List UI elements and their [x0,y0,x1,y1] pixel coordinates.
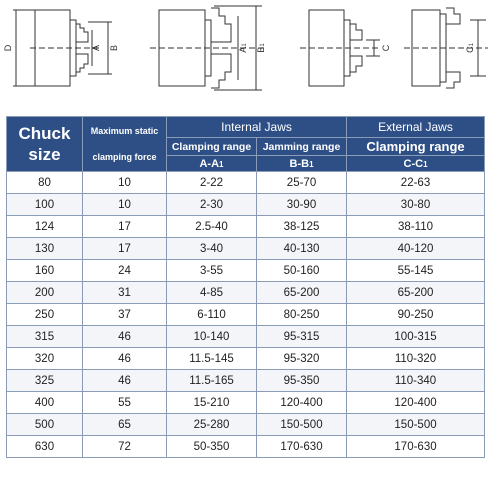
header-code-b: B-B1 [257,156,347,172]
cell-b: 120-400 [257,392,347,414]
chuck-spec-table [6,116,485,458]
cell-force: 10 [83,172,167,194]
table-row [7,282,485,304]
cell-b: 50-160 [257,260,347,282]
cell-size: 400 [7,392,83,414]
table-row [7,194,485,216]
cell-c: 38-110 [347,216,485,238]
table-row [7,216,485,238]
cell-b: 150-500 [257,414,347,436]
label-b: B [109,44,119,52]
table-row [7,348,485,370]
cell-c: 90-250 [347,304,485,326]
table-row [7,260,485,282]
cell-force: 65 [83,414,167,436]
cell-b: 30-90 [257,194,347,216]
table-row [7,326,485,348]
table-row [7,238,485,260]
cell-a: 11.5-145 [167,348,257,370]
chuck-diagrams [0,0,488,100]
cell-b: 40-130 [257,238,347,260]
label-c: C [381,44,391,52]
cell-size: 200 [7,282,83,304]
header-chuck-size: Chuck size [7,117,83,172]
table-row [7,370,485,392]
cell-a: 2.5-40 [167,216,257,238]
cell-a: 4-85 [167,282,257,304]
cell-c: 150-500 [347,414,485,436]
cell-c: 110-340 [347,370,485,392]
cell-force: 17 [83,238,167,260]
cell-a: 25-280 [167,414,257,436]
cell-a: 50-350 [167,436,257,458]
cell-force: 46 [83,326,167,348]
cell-size: 124 [7,216,83,238]
cell-size: 325 [7,370,83,392]
table-row [7,392,485,414]
cell-size: 500 [7,414,83,436]
table-body [7,172,485,458]
cell-force: 24 [83,260,167,282]
cell-a: 2-22 [167,172,257,194]
cell-force: 55 [83,392,167,414]
cell-c: 120-400 [347,392,485,414]
cell-size: 100 [7,194,83,216]
table-row [7,172,485,194]
cell-force: 46 [83,348,167,370]
cell-c: 22-63 [347,172,485,194]
cell-b: 95-315 [257,326,347,348]
header-jamming-range: Jamming range [257,138,347,156]
label-d: D [3,44,13,52]
cell-size: 315 [7,326,83,348]
cell-c: 110-320 [347,348,485,370]
cell-a: 2-30 [167,194,257,216]
cell-b: 38-125 [257,216,347,238]
label-a1: A1 [238,43,248,53]
cell-a: 10-140 [167,326,257,348]
cell-force: 17 [83,216,167,238]
cell-b: 65-200 [257,282,347,304]
cell-c: 170-630 [347,436,485,458]
cell-c: 30-80 [347,194,485,216]
cell-c: 100-315 [347,326,485,348]
cell-force: 31 [83,282,167,304]
cell-a: 11.5-165 [167,370,257,392]
label-c1: C1 [465,43,475,53]
header-internal-jaws: Internal Jaws [167,117,347,138]
cell-c: 55-145 [347,260,485,282]
cell-b: 95-350 [257,370,347,392]
table-row [7,436,485,458]
cell-b: 170-630 [257,436,347,458]
label-a: A [91,44,101,52]
cell-size: 630 [7,436,83,458]
header-external-jaws: External Jaws [347,117,485,138]
cell-b: 95-320 [257,348,347,370]
header-clamping-range: Clamping range [167,138,257,156]
cell-force: 10 [83,194,167,216]
cell-force: 46 [83,370,167,392]
diagram-external-jamming [404,8,488,88]
label-b1: B1 [256,43,266,53]
cell-size: 320 [7,348,83,370]
header-code-c: C-C1 [347,156,485,172]
cell-force: 72 [83,436,167,458]
header-max-force: Maximum static clamping force [83,117,167,172]
cell-c: 40-120 [347,238,485,260]
cell-b: 80-250 [257,304,347,326]
table-row [7,304,485,326]
cell-a: 15-210 [167,392,257,414]
table-row [7,414,485,436]
cell-a: 6-110 [167,304,257,326]
cell-a: 3-40 [167,238,257,260]
diagram-external-clamping [300,10,380,86]
cell-force: 37 [83,304,167,326]
header-code-a: A-A1 [167,156,257,172]
cell-size: 80 [7,172,83,194]
cell-b: 25-70 [257,172,347,194]
cell-size: 160 [7,260,83,282]
cell-a: 3-55 [167,260,257,282]
cell-size: 250 [7,304,83,326]
cell-c: 65-200 [347,282,485,304]
cell-size: 130 [7,238,83,260]
header-external-clamping-range: Clamping range [347,138,485,156]
